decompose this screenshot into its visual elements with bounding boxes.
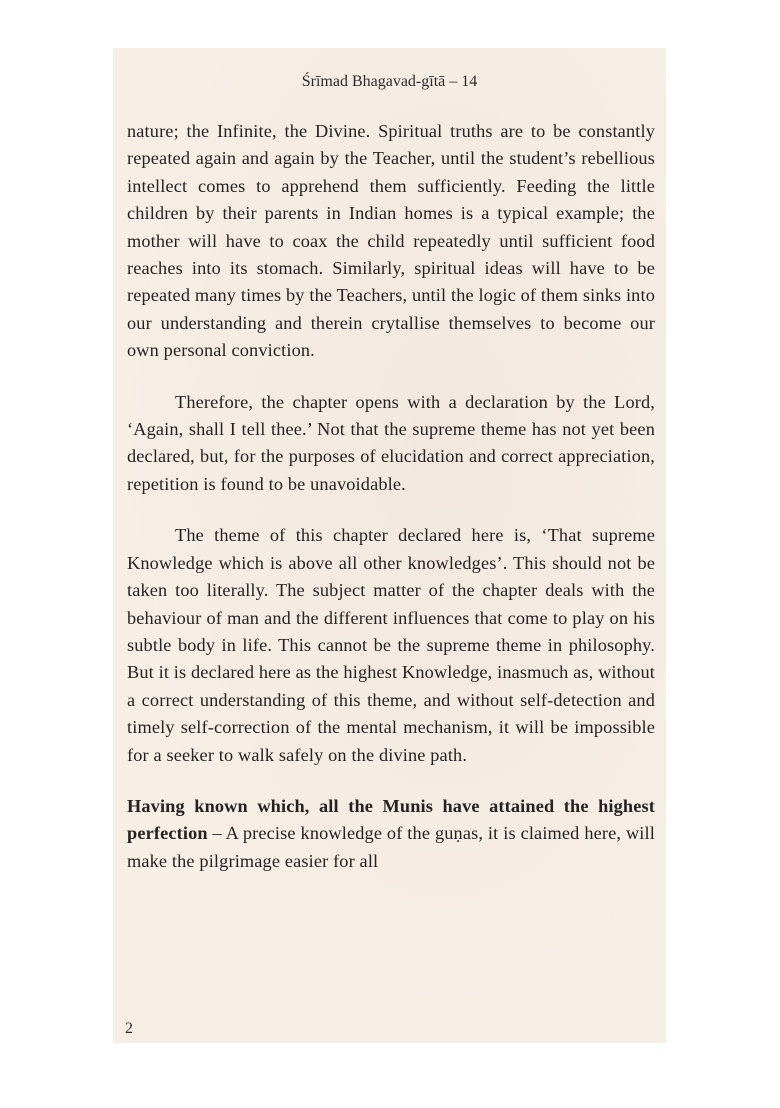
paragraph-2: Therefore, the chapter opens with a declaration by the Lord, ‘Again, shall I tell thee.’ Not that the supreme theme has not yet been declared, but, for the purposes of elucidation and correct appreciation, repetition is found to be unavoidable.	[127, 391, 655, 494]
paragraph-3: The theme of this chapter declared here is, ‘That supreme Knowledge which is above all other knowledges’. This should not be taken too literally. The subject matter of the chapter deals with the behaviour of man and the different influences that come to play on his subtle body in life. This cannot be the supreme theme in philosophy. But it is declared here as the highest Knowledge, inasmuch as, without a correct understanding of this theme, and without self-detection and timely self-correction of the mental mechanism, it will be impossible for a seeker to walk safely on the divine path.	[127, 525, 655, 765]
paragraph-1: nature; the Infinite, the Divine. Spiritual truths are to be constantly repeated again and again by the Teacher, until the student’s rebellious intellect comes to apprehend them sufficiently. Feeding the little children by their parents in Indian homes is a typical example; the mother will have to coax the child repeatedly until sufficient food reaches into its stomach. Similarly, spiritual ideas will have to be repeated many times by the Teachers, until the logic of them sinks into our understanding and therein crytallise themselves to become our own personal conviction.	[127, 121, 655, 361]
body-text	[127, 118, 655, 875]
book-page	[113, 48, 666, 1043]
running-header: Śrīmad Bhagavad-gītā – 14	[301, 73, 478, 90]
paragraph-4	[127, 793, 655, 875]
page-number: 2	[125, 1020, 133, 1037]
verse-lead-phrase: Having known which, all the Munis have attained the highest perfection	[127, 795, 655, 844]
paragraph-4-text: – A precise knowledge of the guṇas, it is claimed here, will make the pilgrimage easier for all	[127, 823, 655, 871]
